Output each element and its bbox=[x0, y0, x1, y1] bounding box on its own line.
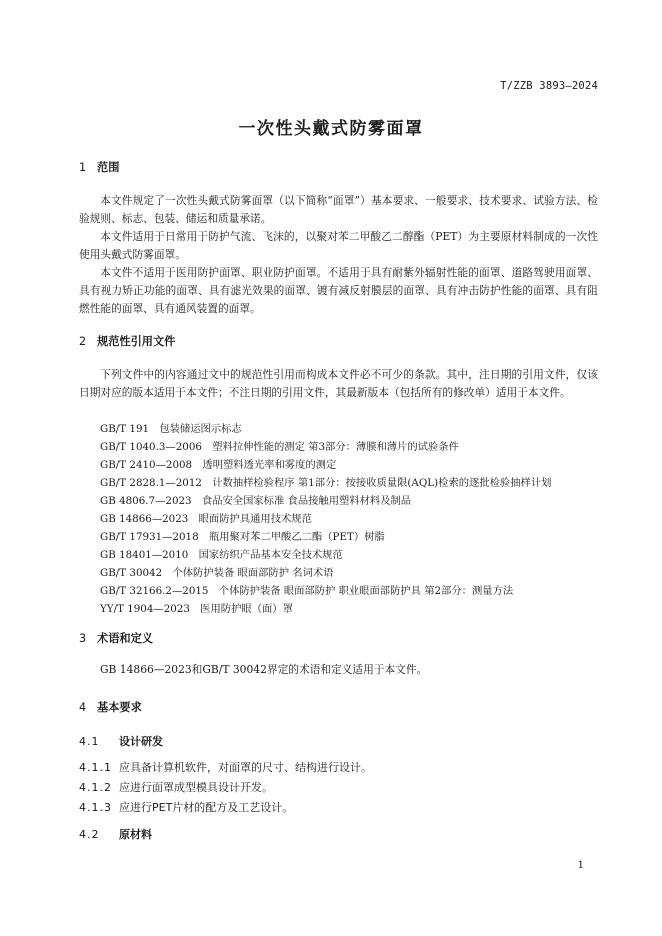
clause-4-1-1: 4.1.1 应具备计算机软件，对面罩的尺寸、结构进行设计。 bbox=[79, 761, 372, 774]
clause-4-1-2: 4.1.2 应进行面罩成型模具设计开发。 bbox=[79, 781, 273, 794]
references-intro-paragraph: 下列文件中的内容通过文中的规范性引用而构成本文件必不可少的条款。其中，注日期的引用文件，仅该日期对应的版本适用于本文件；不注日期的引用文件，其最新版本（包括所有的修改单）适用于本文件。 bbox=[79, 368, 598, 399]
reference-item: GB/T 191 包装储运图示标志 bbox=[100, 423, 242, 435]
document-number: T/ZZB 3893—2024 bbox=[500, 80, 598, 92]
reference-item: GB/T 17931—2018 瓶用聚对苯二甲酸乙二酯（PET）树脂 bbox=[100, 531, 385, 543]
subsection-heading-raw-materials: 4.2 原材料 bbox=[79, 828, 152, 841]
reference-item: GB/T 2828.1—2012 计数抽样检验程序 第1部分：按接收质量限(AQL)检索的逐批检验抽样计划 bbox=[100, 477, 552, 489]
reference-item: GB/T 1040.3—2006 塑料拉伸性能的测定 第3部分：薄膜和薄片的试验条件 bbox=[100, 441, 459, 453]
reference-item: GB 18401—2010 国家纺织产品基本安全技术规范 bbox=[100, 549, 343, 561]
section-heading-normative-references: 2 规范性引用文件 bbox=[79, 335, 176, 348]
reference-item: GB 4806.7—2023 食品安全国家标准 食品接触用塑料材料及制品 bbox=[100, 495, 412, 507]
reference-item: GB/T 32166.2—2015 个体防护装备 眼面部防护 职业眼面部防护具 第2部分：测量方法 bbox=[100, 585, 514, 597]
scope-paragraph-2: 本文件适用于日常用于防护气流、飞沫的，以聚对苯二甲酸乙二醇酯（PET）为主要原材料制成的一次性使用头戴式防雾面罩。 bbox=[79, 230, 598, 261]
reference-item: GB/T 2410—2008 透明塑料透光率和雾度的测定 bbox=[100, 459, 337, 471]
section-heading-terms-definitions: 3 术语和定义 bbox=[79, 632, 153, 645]
reference-item: GB 14866—2023 眼面防护具通用技术规范 bbox=[100, 513, 312, 525]
document-title: 一次性头戴式防雾面罩 bbox=[238, 119, 424, 139]
section-heading-basic-requirements: 4 基本要求 bbox=[79, 701, 142, 714]
scope-paragraph-1: 本文件规定了一次性头戴式防雾面罩（以下简称“面罩”）基本要求、一般要求、技术要求、试验方法、检验规则、标志、包装、储运和质量承诺。 bbox=[79, 194, 598, 225]
clause-4-1-3: 4.1.3 应进行PET片材的配方及工艺设计。 bbox=[79, 801, 294, 814]
terms-paragraph: GB 14866—2023和GB/T 30042界定的术语和定义适用于本文件。 bbox=[100, 663, 428, 676]
section-heading-scope: 1 范围 bbox=[79, 161, 120, 174]
reference-item: GB/T 30042 个体防护装备 眼面部防护 名词术语 bbox=[100, 567, 334, 579]
page-number: 1 bbox=[577, 860, 584, 871]
reference-item: YY/T 1904—2023 医用防护眼（面）罩 bbox=[100, 603, 293, 615]
subsection-heading-design: 4.1 设计研发 bbox=[79, 735, 163, 748]
scope-paragraph-3: 本文件不适用于医用防护面罩、职业防护面罩。不适用于具有耐紫外辐射性能的面罩、道路驾驶用面罩、具有视力矫正功能的面罩、具有滤光效果的面罩、镀有减反射膜层的面罩、具有冲击防护性能的面罩、具有阻燃性能的面罩、具有通风装置的面罩。 bbox=[79, 266, 598, 315]
